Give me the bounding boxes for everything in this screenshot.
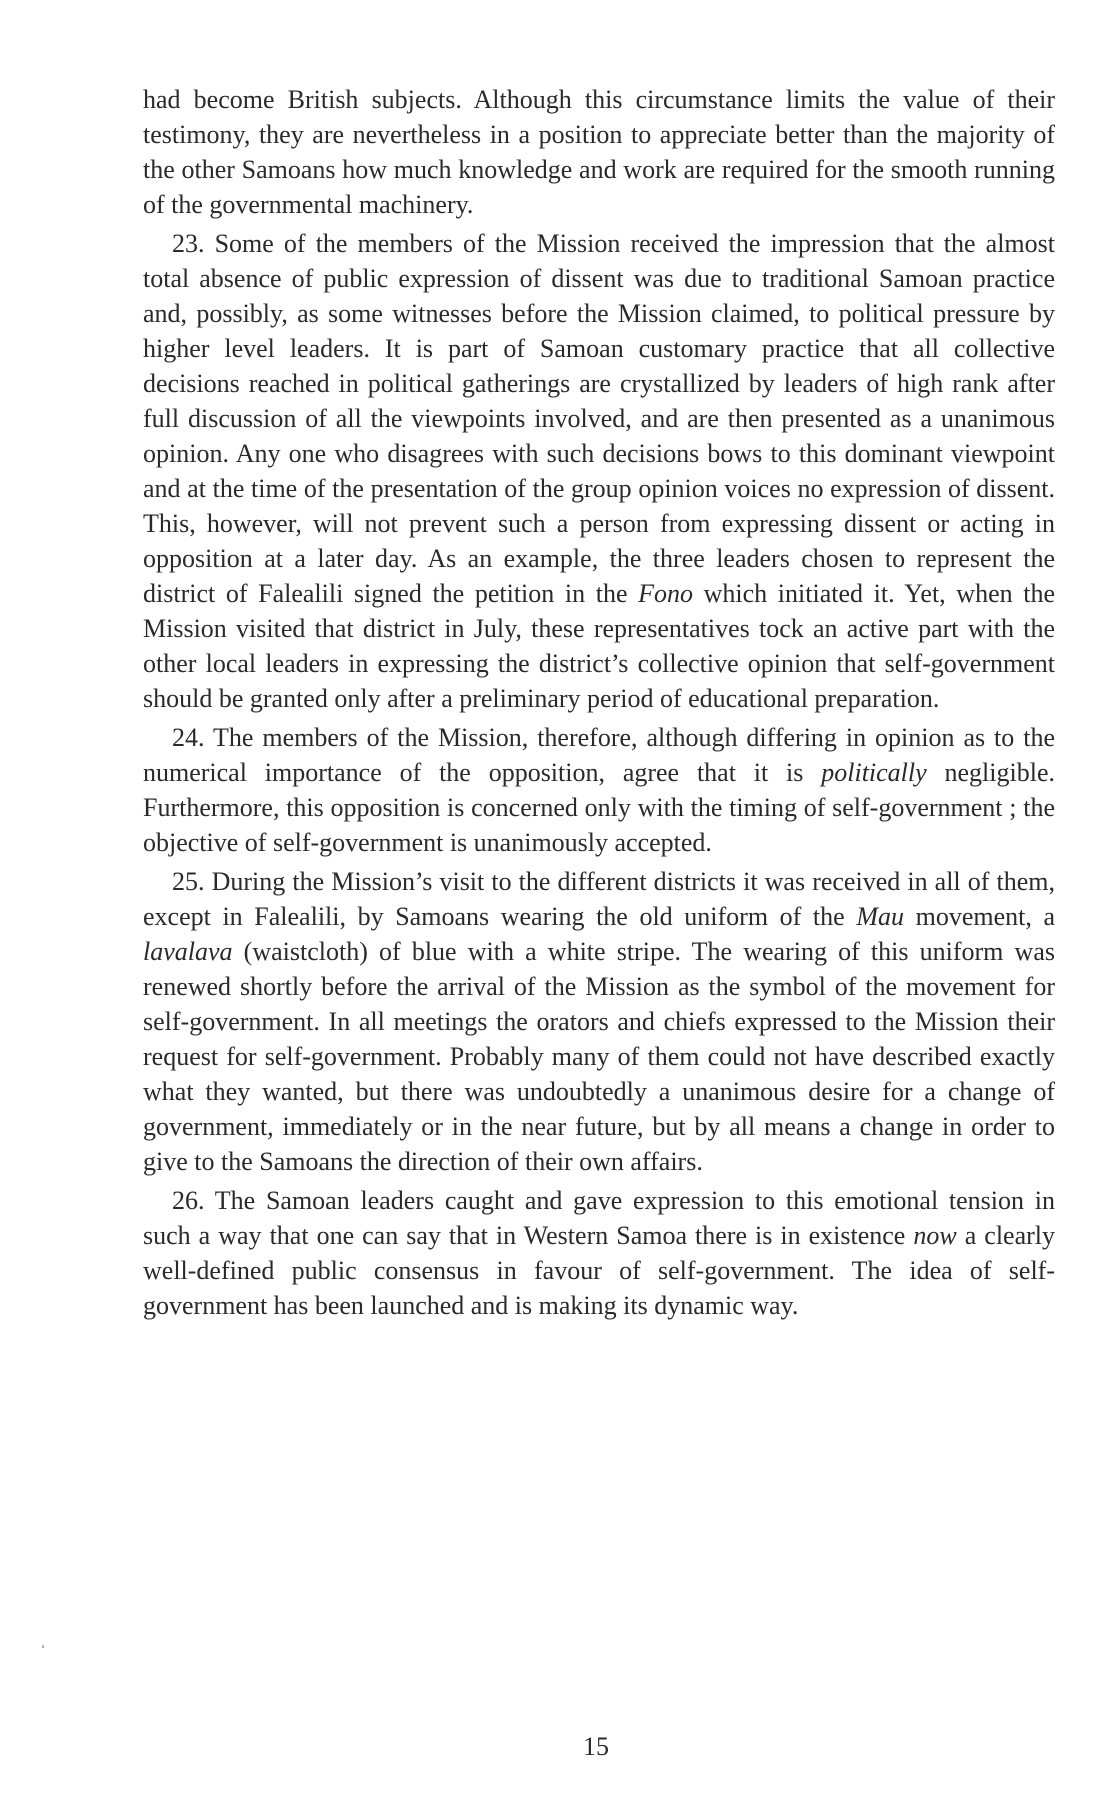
paragraph-text: a clearly well-defined public consensus in favour of self-government. The idea of self-government has been launched and is making its dynamic way. [143,1221,1056,1320]
paragraph-text: During the Mission’s visit to the different districts it was received in all of them, except in Falealili, by Samoans wearing the old uniform of the [143,867,1055,931]
margin-tick-mark: ˌ [40,1628,46,1648]
paragraph-number: 24. [172,723,205,752]
paragraph-text: negligible. Furthermore, this opposition is concerned only with the timing of self-government ; the objective of self-government is unanimously accepted. [143,758,1055,857]
italic-term: Mau [856,902,904,931]
paragraph-text: movement, a [903,902,1056,931]
paragraph-text: Some of the members of the Mission received the impression that the almost total absence of public expression of dissent was due to traditional Samoan practice and, possibly, as some witnesses before the Mission claimed, to political pressure by higher level leaders. It is part of Samoan customary practice that all collective decisions reached in political gatherings are crystallized by leaders of high rank after full discussion of all the viewpoints involved, and are then presented as a unanimous opinion. Any one who disagrees with such decisions bows to this dominant viewpoint and at the time of the presentation of the group opinion voices no expression of dissent. This, however, will not prevent such a person from expressing dissent or acting in opposition at a later day. As an example, the three leaders chosen to represent the district of Falealili signed the petition in the [143,229,1055,608]
paragraph-text: (waistcloth) of blue with a white stripe. The wearing of this uniform was renewed shortly before the arrival of the Mission as the symbol of the movement for self-government. In all meetings the orators and chiefs expressed to the Mission their request for self-government. Probably many of them could not have described exactly what they wanted, but there was undoubtedly a unanimous desire for a change of government, immediately or in the near future, but by all means a change in order to give to the Samoans the direction of their own affairs. [143,937,1055,1176]
italic-term: now [913,1221,957,1250]
paragraph-number: 26. [172,1186,205,1215]
paragraph-23 [143,226,1055,716]
paragraph-text: The Samoan leaders caught and gave expression to this emotional tension in such a way that one can say that in Western Samoa there is in existence [143,1186,1055,1250]
paragraph-26 [143,1183,1055,1323]
document-page [143,82,1055,1327]
italic-term: Fono [638,579,694,608]
italic-term: lavalava [143,937,233,966]
paragraph-text: which initiated it. Yet, when the Mission visited that district in July, these representatives tock an active part with the other local leaders in expressing the district’s collective opinion that self-government should be granted only after a preliminary period of educational preparation. [143,579,1055,713]
italic-term: politically [821,758,927,787]
paragraph-continuation [143,82,1055,222]
paragraph-number: 23. [172,229,205,258]
paragraph-number: 25. [172,867,205,896]
paragraph-25 [143,864,1055,1179]
page-number: 15 [583,1732,609,1761]
paragraph-text: The members of the Mission, therefore, although differing in opinion as to the numerical importance of the opposition, agree that it is [143,723,1055,787]
paragraph-24 [143,720,1055,860]
paragraph-text: had become British subjects. Although this circumstance limits the value of their testimony, they are nevertheless in a position to appreciate better than the majority of the other Samoans how much knowledge and work are required for the smooth running of the governmental machinery. [143,85,1055,219]
